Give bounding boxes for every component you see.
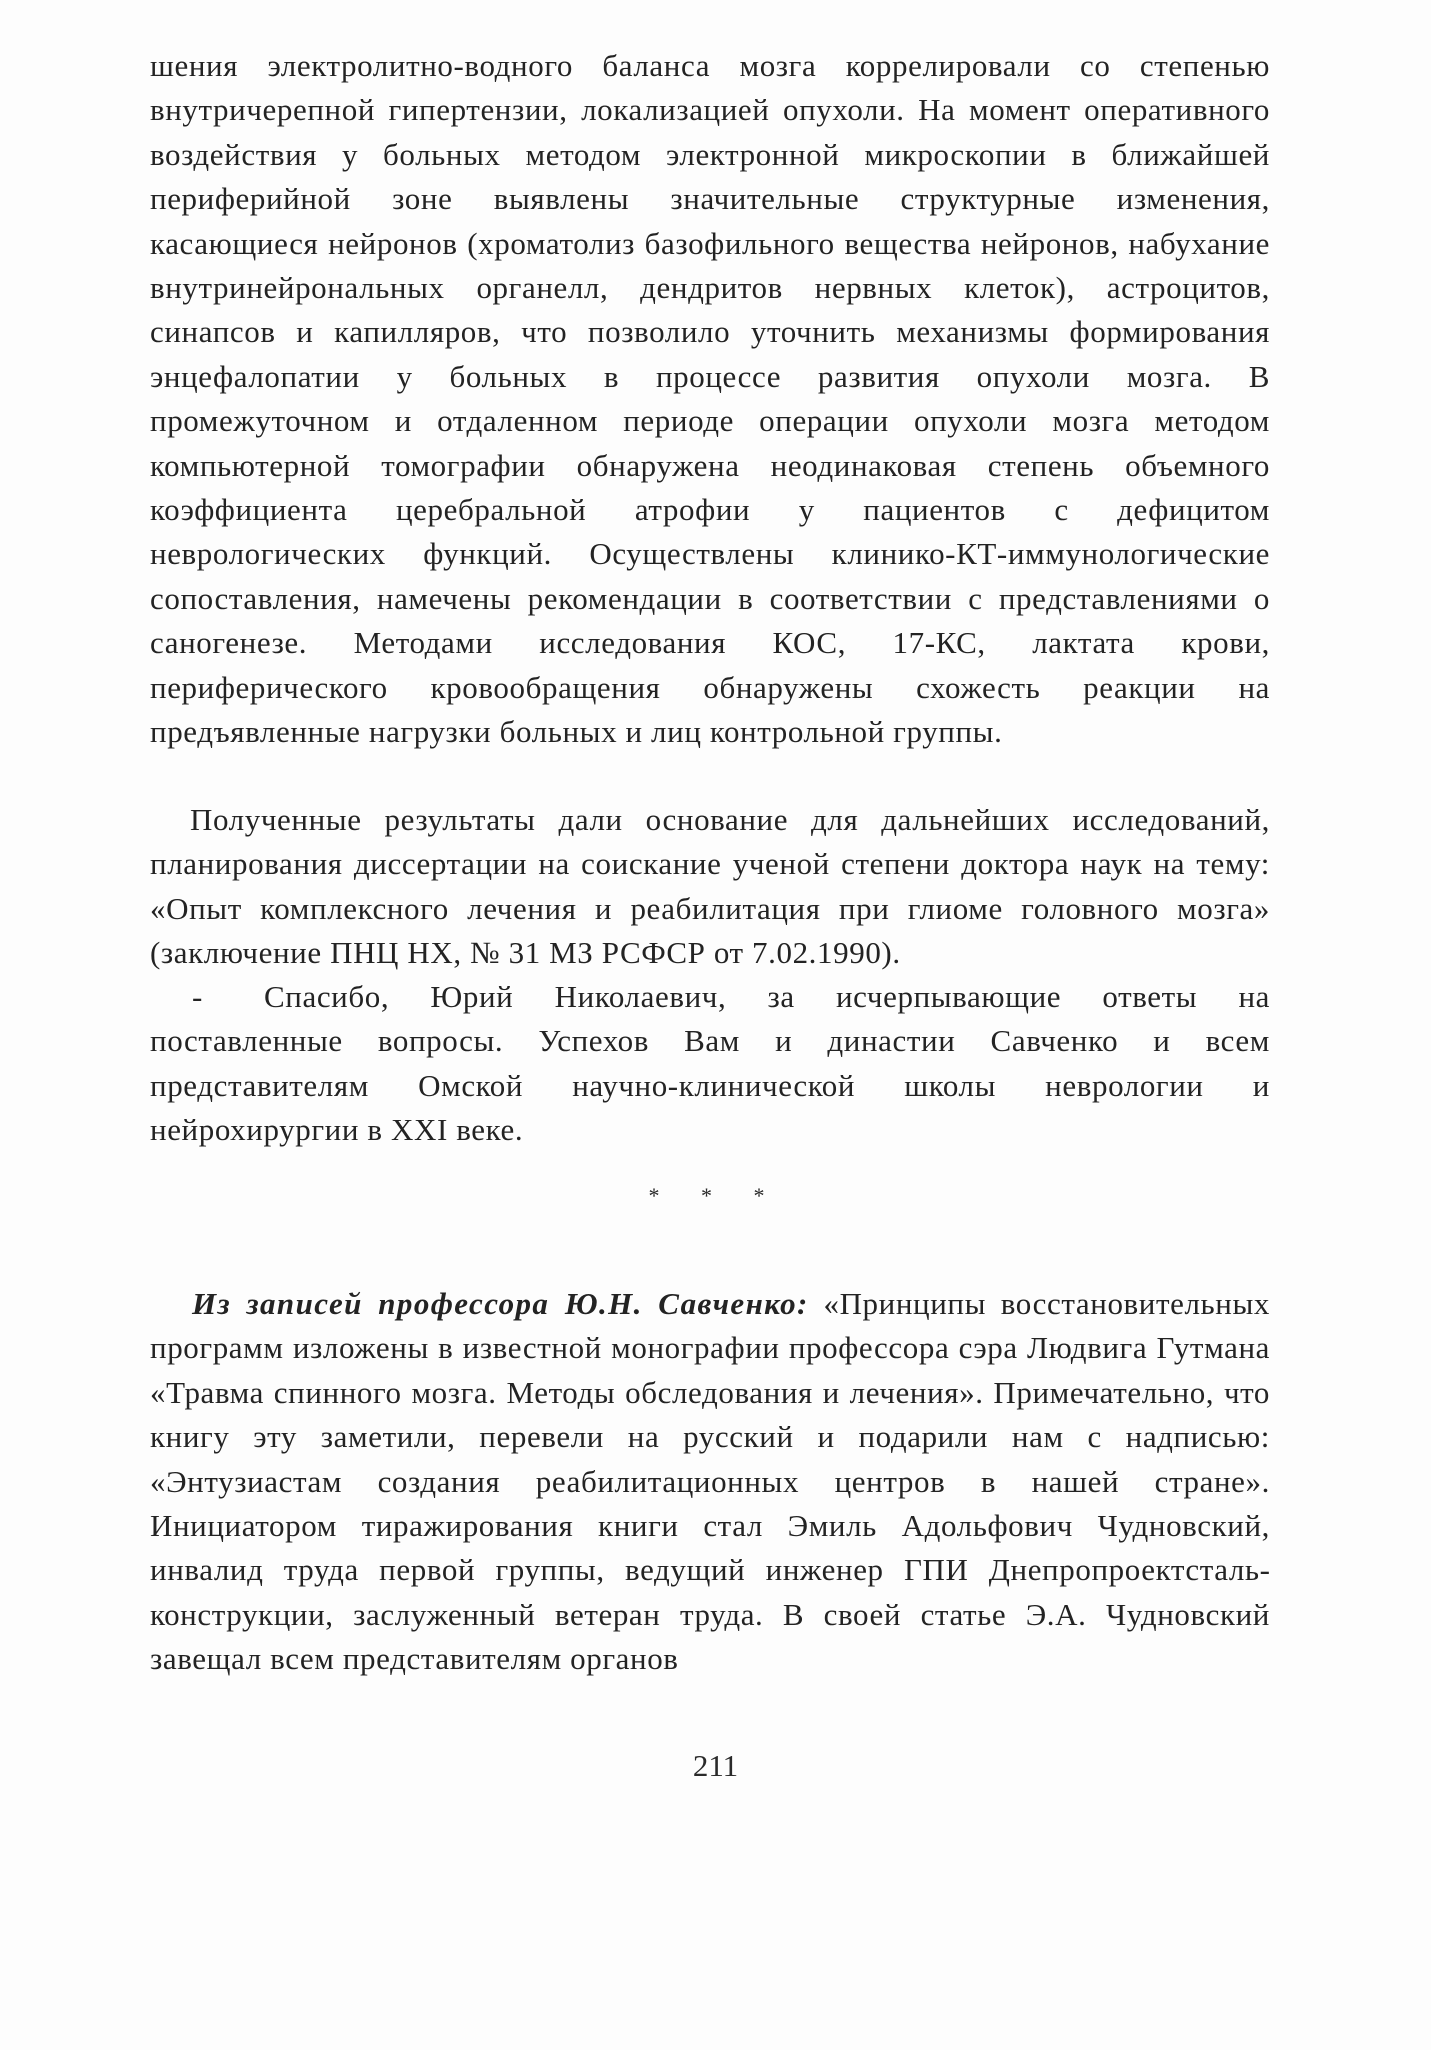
paragraph-1 [150,44,1270,755]
paragraph-4 [150,1282,1270,1682]
dialogue-dash: - [192,979,203,1014]
paragraph-2-text: Полученные результаты дали основание для дальнейших исследований, планирования диссертации на соискание ученой степени доктора наук на тему: «Опыт комплексного лечения и реабилитация при глиоме головного мозга» (заключение ПНЦ НХ, № 31 МЗ РСФСР от 7.02.1990). [150,802,1270,971]
paragraph-4-body [150,1282,1270,1682]
paragraph-2 [150,798,1270,976]
paragraph-3 [150,975,1270,1153]
section-separator: * * * [648,1183,783,1208]
paragraph-4-lead: Из записей профессора Ю.Н. Савченко: [192,1286,809,1321]
page-number: 211 [692,1748,739,1783]
paragraph-1-text: шения электролитно-водного баланса мозга коррелировали со степенью внутричерепной гипертензии, локализацией опухоли. На момент оперативного воздействия у больных методом электронной микроскопии в ближайшей периферийной зоне выявлены значительные структурные изменения, касающиеся нейронов (хроматолиз базофильного вещества нейронов, набухание внутринейрональных органелл, дендритов нервных клеток), астроцитов, синапсов и капилляров, что позволило уточнить механизмы формирования энцефалопатии у больных в процессе развития опухоли мозга. В промежуточном и отдаленном периоде операции опухоли мозга методом компьютерной томографии обнаружена неодинаковая степень объемного коэффициента церебральной атрофии у пациентов с дефицитом неврологических функций. Осуществлены клинико-КТ-иммунологические сопоставления, намечены рекомендации в соответствии с представлениями о саногенезе. Методами исследования КОС, 17-КС, лактата крови, периферического кровообращения обнаружены схожесть реакции на предъявленные нагрузки больных и лиц контрольной группы. [150,48,1270,750]
paragraph-3-body [150,975,1270,1153]
paragraph-4-text: «Принципы восстановительных программ изложены в известной монографии профессора сэра Людвига Гутмана «Травма спинного мозга. Методы обследования и лечения». Примечательно, что книгу эту заметили, перевели на русский и подарили нам с надписью: «Энтузиастам создания реабилитационных центров в нашей стране». Инициатором тиражирования книги стал Эмиль Адольфович Чудновский, инвалид труда первой группы, ведущий инженер ГПИ Днепропроектстальконструкции, заслуженный ветеран труда. В своей статье Э.А. Чудновский завещал всем представителям органов [150,1286,1271,1677]
paragraph-3-text: Спасибо, Юрий Николаевич, за исчерпывающие ответы на поставленные вопросы. Успехов Вам и династии Савченко и всем представителям Омской научно-клинической школы неврологии и нейрохирургии в XXI веке. [150,979,1270,1148]
